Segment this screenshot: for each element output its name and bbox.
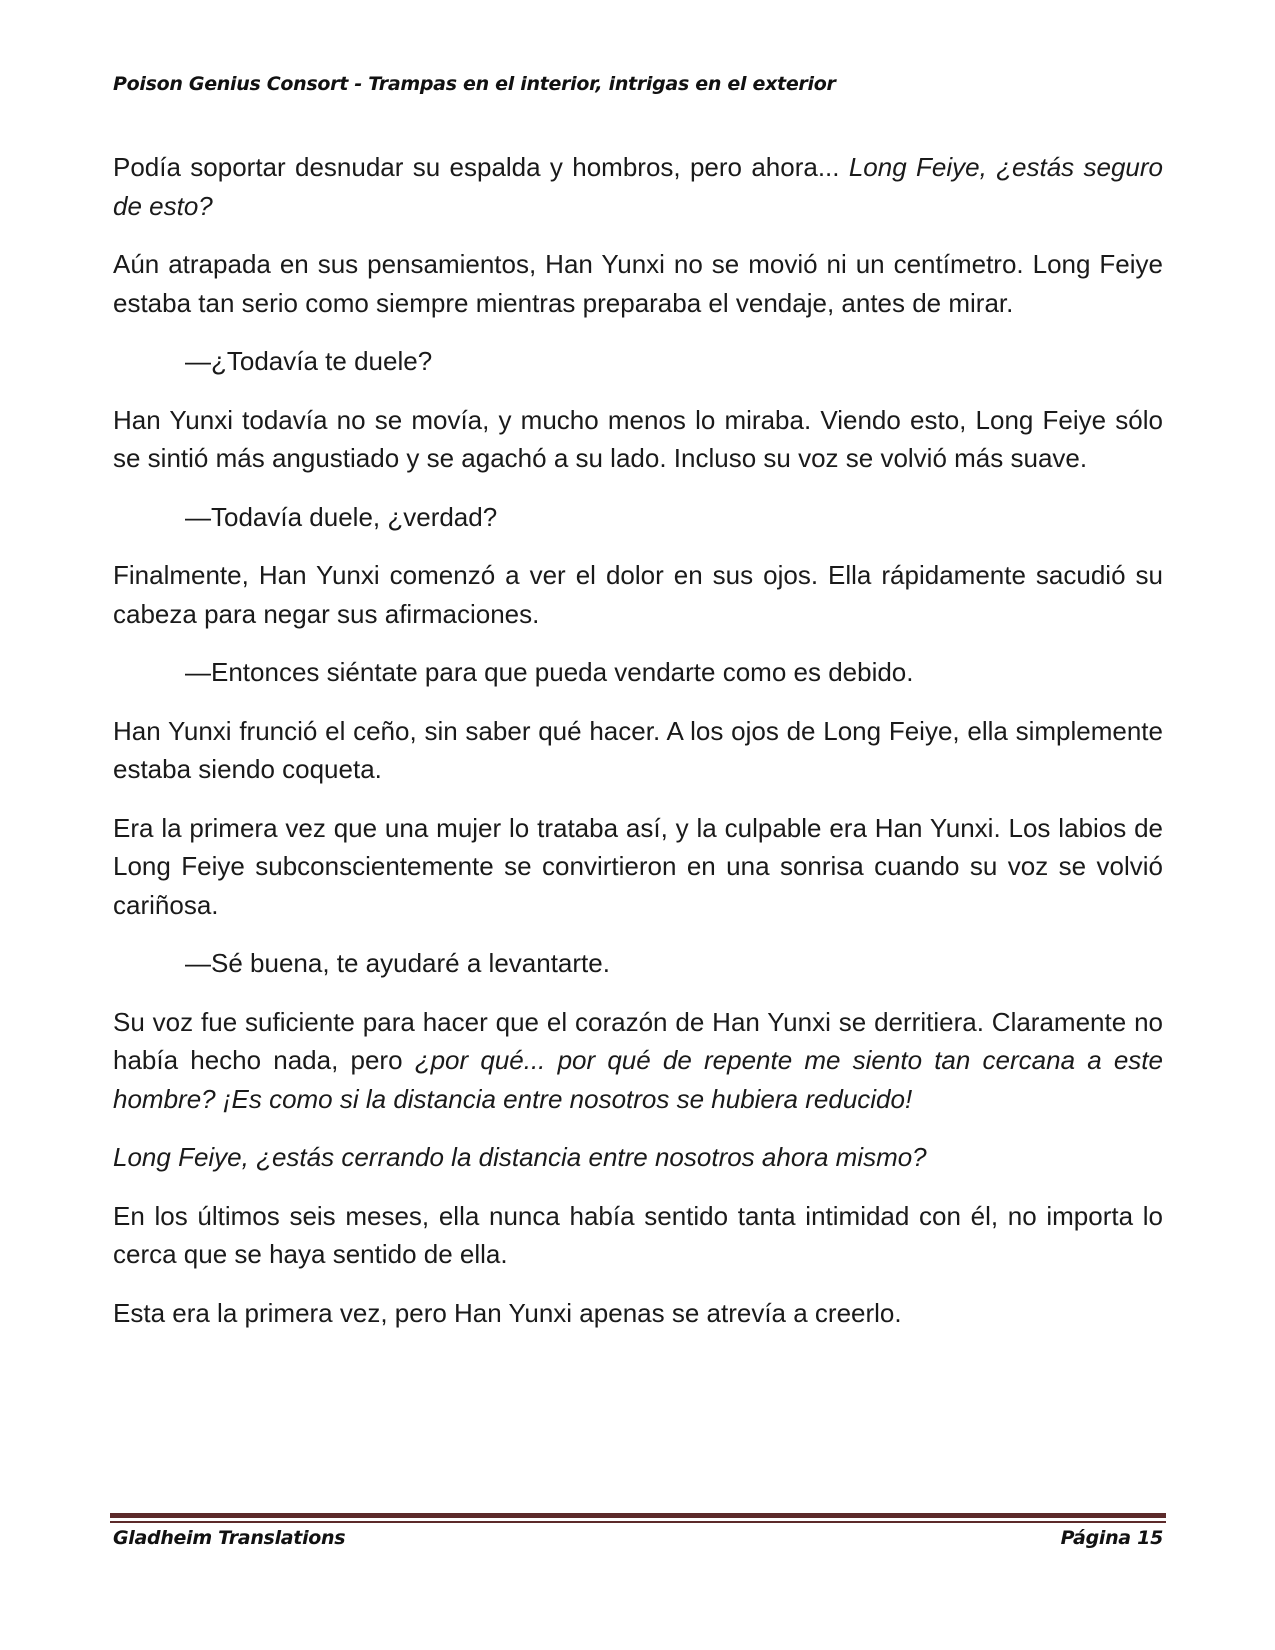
dialog-line-4: —Sé buena, te ayudaré a levantarte. bbox=[185, 948, 610, 978]
paragraph-7: Su voz fue suficiente para hacer que el corazón de Han Yunxi se derritiera. Claramente no había hecho nada, pero ¿por qué... por qué de repente me siento tan cercana a este hombre? ¡Es como si la distancia entre nosotros se hubiera reducido! bbox=[113, 1006, 1163, 1114]
dialog-line-1: —¿Todavía te duele? bbox=[185, 346, 433, 376]
paragraph-8: En los últimos seis meses, ella nunca había sentido tanta intimidad con él, no importa lo cerca que se haya sentido de ella. bbox=[113, 1200, 1163, 1269]
paragraph-1: Podía soportar desnudar su espalda y hombros, pero ahora... Long Feiye, ¿estás seguro de esto? bbox=[113, 152, 1163, 221]
page-number: Página 15 bbox=[1060, 1527, 1163, 1549]
page-header: Poison Genius Consort - Trampas en el interior, intrigas en el exterior bbox=[113, 73, 836, 95]
paragraph-3: Han Yunxi todavía no se movía, y mucho menos lo miraba. Viendo esto, Long Feiye sólo se sintió más angustiado y se agachó a su lado. Incluso su voz se volvió más suave. bbox=[113, 404, 1163, 473]
footer-credit: Gladheim Translations bbox=[113, 1527, 346, 1549]
document-body bbox=[113, 148, 1163, 1352]
paragraph-5: Han Yunxi frunció el ceño, sin saber qué hacer. A los ojos de Long Feiye, ella simplemente estaba siendo coqueta. bbox=[113, 715, 1163, 784]
paragraph-4: Finalmente, Han Yunxi comenzó a ver el dolor en sus ojos. Ella rápidamente sacudió su cabeza para negar sus afirmaciones. bbox=[113, 560, 1163, 629]
paragraph-9: Esta era la primera vez, pero Han Yunxi apenas se atrevía a creerlo. bbox=[113, 1297, 902, 1328]
dialog-line-2: —Todavía duele, ¿verdad? bbox=[185, 501, 498, 532]
italic-thought: Long Feiye, ¿estás cerrando la distancia entre nosotros ahora mismo? bbox=[113, 1142, 927, 1172]
footer-rule-thin bbox=[110, 1521, 1166, 1523]
dialog-line-3: —Entonces siéntate para que pueda vendarte como es debido. bbox=[185, 657, 914, 687]
footer-rule-thick bbox=[110, 1513, 1166, 1518]
paragraph-2: Aún atrapada en sus pensamientos, Han Yunxi no se movió ni un centímetro. Long Feiye estaba tan serio como siempre mientras preparaba el vendaje, antes de mirar. bbox=[113, 249, 1163, 318]
paragraph-6: Era la primera vez que una mujer lo trataba así, y la culpable era Han Yunxi. Los labios de Long Feiye subconscientemente se convirtieron en una sonrisa cuando su voz se volvió cariñosa. bbox=[113, 812, 1163, 920]
